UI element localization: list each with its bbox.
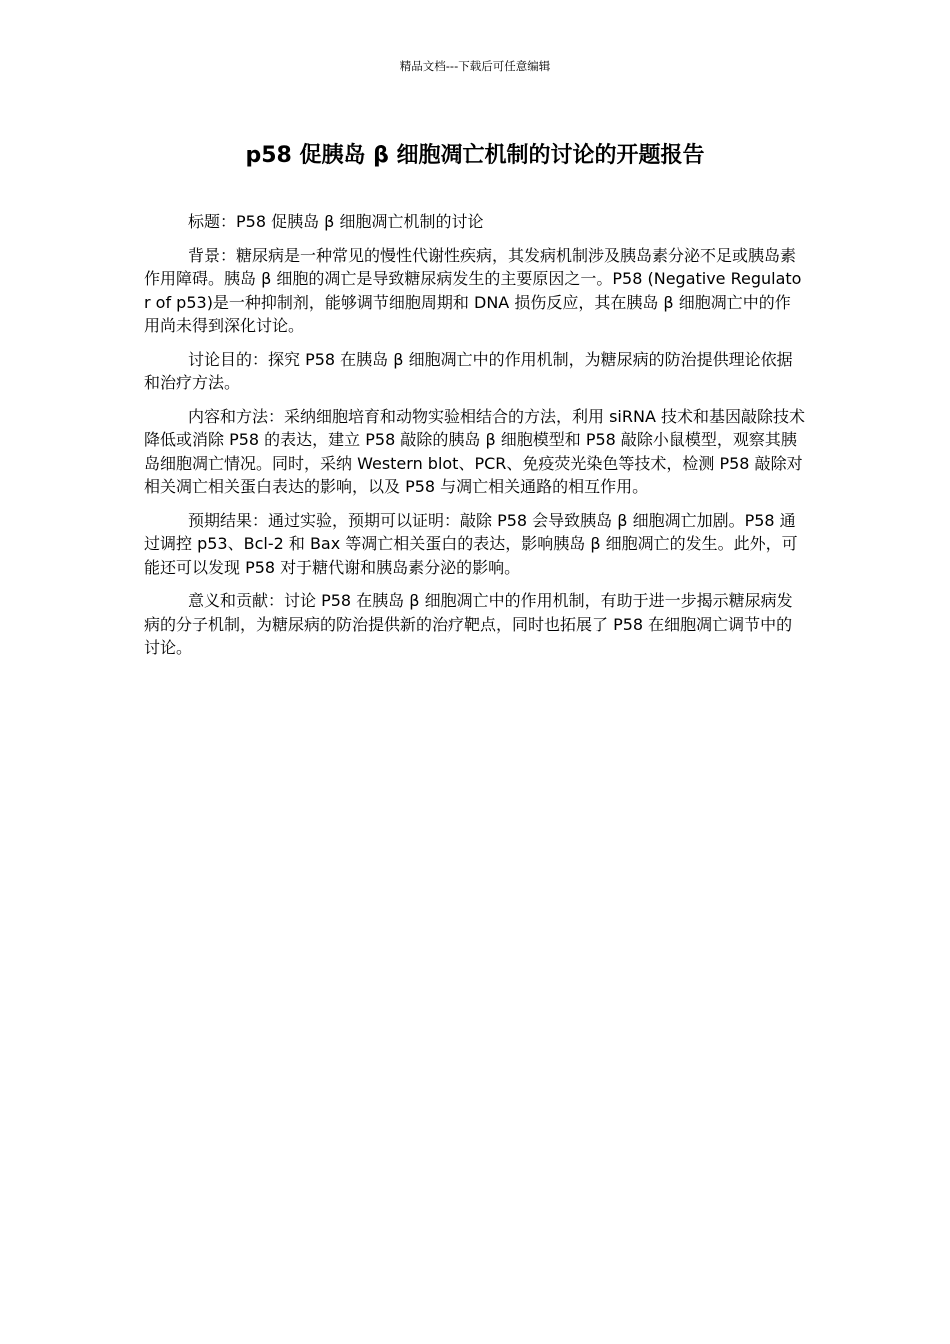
paragraph-expected-results: 预期结果：通过实验，预期可以证明：敲除 P58 会导致胰岛 β 细胞凋亡加剧。P58 通过调控 p53、Bcl-2 和 Bax 等凋亡相关蛋白的表达，影响胰岛 β 细胞凋亡的发生。此外，可能还可以发现 P58 对于糖代谢和胰岛素分泌的影响。	[144, 510, 798, 577]
paragraph-background: 背景：糖尿病是一种常见的慢性代谢性疾病，其发病机制涉及胰岛素分泌不足或胰岛素作用障碍。胰岛 β 细胞的凋亡是导致糖尿病发生的主要原因之一。P58 (Negative Regulator of p53)是一种抑制剂，能够调节细胞周期和 DNA 损伤反应，其在胰岛 β 细胞凋亡中的作用尚未得到深化讨论。	[144, 245, 802, 335]
paragraph-title: 标题：P58 促胰岛 β 细胞凋亡机制的讨论	[188, 212, 484, 231]
paragraph-methods: 内容和方法：采纳细胞培育和动物实验相结合的方法，利用 siRNA 技术和基因敲除技术降低或消除 P58 的表达，建立 P58 敲除的胰岛 β 细胞模型和 P58 敲除小鼠模型，观察其胰岛细胞凋亡情况。同时，采纳 Western blot、PCR、免疫荧光染色等技术，检测 P58 敲除对相关凋亡相关蛋白表达的影响，以及 P58 与凋亡相关通路的相互作用。	[144, 406, 805, 496]
paragraph-significance: 意义和贡献：讨论 P58 在胰岛 β 细胞凋亡中的作用机制，有助于进一步揭示糖尿病发病的分子机制，为糖尿病的防治提供新的治疗靶点，同时也拓展了 P58 在细胞凋亡调节中的讨论。	[144, 591, 793, 657]
paragraph-purpose: 讨论目的：探究 P58 在胰岛 β 细胞凋亡中的作用机制，为糖尿病的防治提供理论依据和治疗方法。	[144, 349, 793, 392]
document-title: p58 促胰岛 β 细胞凋亡机制的讨论的开题报告	[245, 143, 705, 168]
document-body	[144, 210, 806, 670]
header-note: 精品文档---下载后可任意编辑	[399, 59, 551, 73]
